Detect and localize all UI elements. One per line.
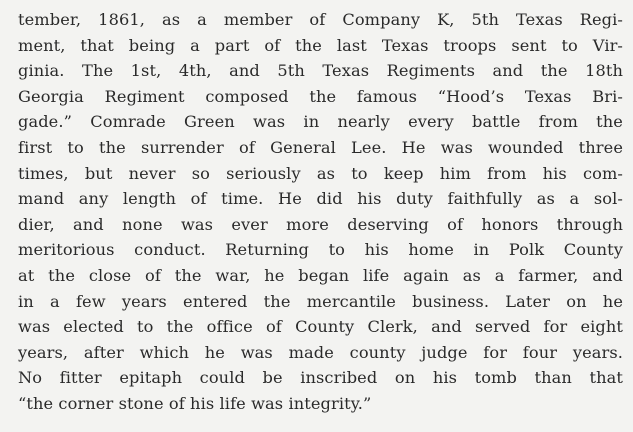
text-line: ginia. The 1st, 4th, and 5th Texas Regiments and the 18th xyxy=(18,61,623,81)
text-line: meritorious conduct. Returning to his home in Polk County xyxy=(18,240,623,260)
text-line: “the corner stone of his life was integrity.” xyxy=(18,393,372,413)
text-line: dier, and none was ever more deserving of honors through xyxy=(18,214,623,234)
text-line: ment, that being a part of the last Texas troops sent to Vir- xyxy=(18,35,623,55)
text-line: No fitter epitaph could be inscribed on his tomb than that xyxy=(18,368,623,388)
text-line: was elected to the office of County Clerk, and served for eight xyxy=(18,317,623,337)
text-line: first to the surrender of General Lee. He was wounded three xyxy=(18,137,623,157)
text-line: times, but never so seriously as to keep him from his com- xyxy=(18,163,623,183)
text-line: tember, 1861, as a member of Company K, 5th Texas Regi- xyxy=(18,10,623,29)
text-line: mand any length of time. He did his duty faithfully as a sol- xyxy=(18,189,623,209)
text-line: Georgia Regiment composed the famous “Hood’s Texas Bri- xyxy=(18,86,623,106)
text-line: at the close of the war, he began life again as a farmer, and xyxy=(18,265,623,285)
text-line: years, after which he was made county judge for four years. xyxy=(18,342,623,362)
text-line: gade.” Comrade Green was in nearly every battle from the xyxy=(18,112,623,132)
body-text xyxy=(18,7,623,417)
text-line: in a few years entered the mercantile business. Later on he xyxy=(18,291,623,311)
